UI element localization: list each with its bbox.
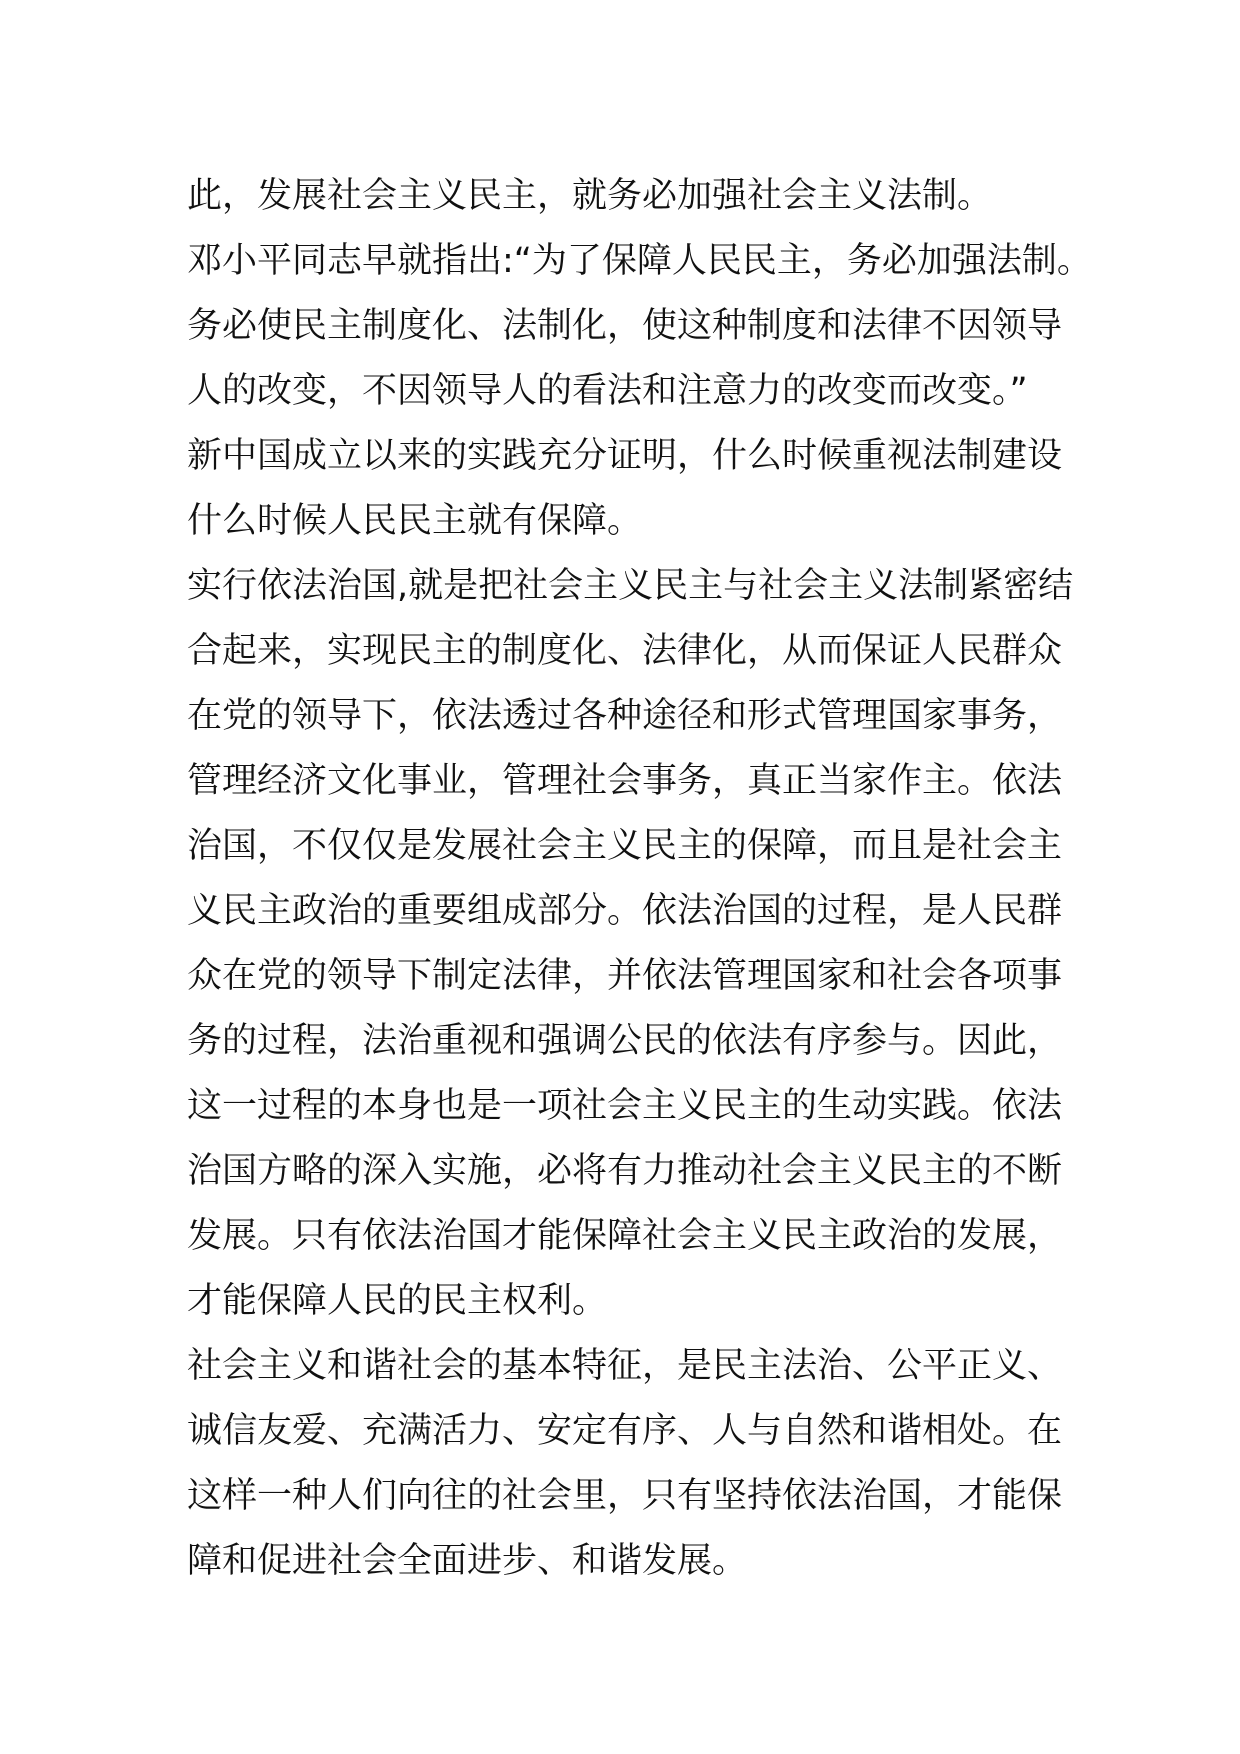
text-line: 什么时候人民民主就有保障。 <box>187 501 643 541</box>
text-line: 实行依法治国,就是把社会主义民主与社会主义法制紧密结 <box>187 566 1074 606</box>
body-text <box>187 164 1092 1594</box>
text-line: 邓小平同志早就指出:“为了保障人民民主，务必加强法制。 <box>187 241 1092 281</box>
text-line: 新中国成立以来的实践充分证明，什么时候重视法制建设 <box>187 436 1063 476</box>
text-line: 治国，不仅仅是发展社会主义民主的保障，而且是社会主 <box>187 826 1063 866</box>
text-line: 在党的领导下，依法透过各种途径和形式管理国家事务， <box>187 696 1063 736</box>
text-line: 务的过程，法治重视和强调公民的依法有序参与。因此， <box>187 1021 1063 1061</box>
text-line: 人的改变，不因领导人的看法和注意力的改变而改变。” <box>187 371 1028 411</box>
text-line: 这样一种人们向往的社会里，只有坚持依法治国，才能保 <box>187 1476 1063 1516</box>
text-line: 才能保障人民的民主权利。 <box>187 1281 608 1321</box>
text-line: 合起来，实现民主的制度化、法律化，从而保证人民群众 <box>187 631 1063 671</box>
text-line: 务必使民主制度化、法制化，使这种制度和法律不因领导 <box>187 306 1063 346</box>
text-line: 义民主政治的重要组成部分。依法治国的过程，是人民群 <box>187 891 1063 931</box>
text-line: 管理经济文化事业，管理社会事务，真正当家作主。依法 <box>187 761 1063 801</box>
text-line: 发展。只有依法治国才能保障社会主义民主政治的发展， <box>187 1216 1063 1256</box>
text-line: 众在党的领导下制定法律，并依法管理国家和社会各项事 <box>187 956 1063 996</box>
text-line: 此，发展社会主义民主，就务必加强社会主义法制。 <box>187 176 993 216</box>
text-line: 障和促进社会全面进步、和谐发展。 <box>187 1541 748 1581</box>
text-line: 诚信友爱、充满活力、安定有序、人与自然和谐相处。在 <box>187 1411 1063 1451</box>
text-line: 这一过程的本身也是一项社会主义民主的生动实践。依法 <box>187 1086 1063 1126</box>
text-line: 治国方略的深入实施，必将有力推动社会主义民主的不断 <box>187 1151 1063 1191</box>
text-line: 社会主义和谐社会的基本特征，是民主法治、公平正义、 <box>187 1346 1063 1386</box>
